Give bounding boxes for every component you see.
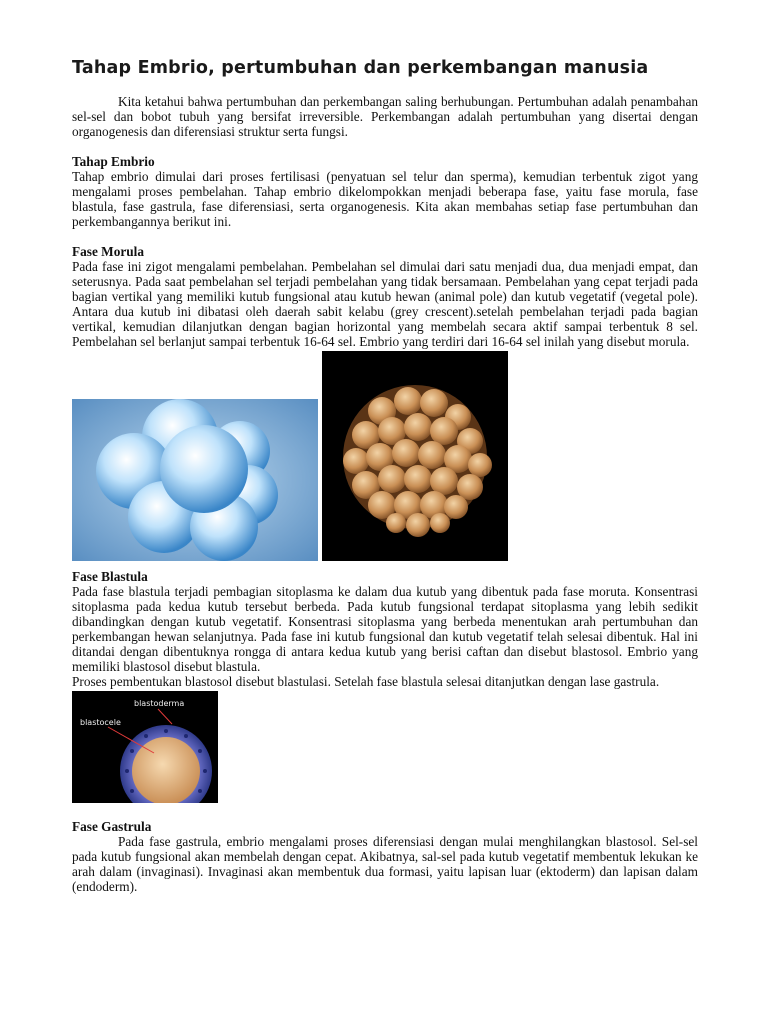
blastocele-label: blastocele bbox=[80, 718, 121, 727]
blastula-paragraph-2: Proses pembentukan blastosol disebut blastulasi. Setelah fase blastula selesai ditanjutkan dengan lase gastrula. bbox=[72, 674, 660, 689]
section-heading-morula: Fase Morula bbox=[72, 244, 145, 259]
morula-blue-cells-image bbox=[72, 399, 318, 561]
blastoderma-label: blastoderma bbox=[134, 699, 185, 708]
morula-images bbox=[72, 351, 698, 565]
blastula-diagram-image bbox=[72, 691, 218, 803]
embrio-paragraph: Tahap embrio dimulai dari proses fertilisasi (penyatuan sel telur dan sperma), kemudian terbentuk zigot yang mengalami proses pembelahan. Tahap embrio dikelompokkan menjadi beberapa fase, yaitu fase morula, fase blastula, fase gastrula, fase diferensiasi, serta organogenesis. Kita akan membahas setiap fase pertumbuhan dan perkembangannya berikut ini. bbox=[72, 169, 698, 229]
section-heading-gastrula: Fase Gastrula bbox=[72, 819, 152, 834]
document-page bbox=[72, 58, 698, 894]
intro-paragraph: Kita ketahui bahwa pertumbuhan dan perkembangan saling berhubungan. Pertumbuhan adalah penambahan sel-sel dan bobot tubuh yang bersifat irreversible. Perkembangan adalah pertumbuhan yang disertai dengan organogenesis dan diferensiasi struktur serta fungsi. bbox=[72, 94, 698, 139]
morula-paragraph: Pada fase ini zigot mengalami pembelahan. Pembelahan sel dimulai dari satu menjadi dua, dua menjadi empat, dan seterusnya. Pada saat pembelahan sel terjadi pembelahan yang tidak bersamaan. Pembelahan yang cepat terjadi pada bagian vertikal yang memiliki kutub fungsional atau kutub hewan (animal pole) dan kutub vegetatif (vegetal pole). Antara dua kutub ini dibatasi oleh daerah sabit kelabu (grey crescent).setelah pembelahan terjadi pada bagian vertikal, kemudian dilanjutkan dengan bagian horizontal yang membelah secara aktif sampai terbentuk 8 sel. Pembelahan sel berlanjut sampai terbentuk 16-64 sel. Embrio yang terdiri dari 16-64 sel inilah yang disebut morula. bbox=[72, 259, 698, 349]
section-heading-blastula: Fase Blastula bbox=[72, 569, 148, 584]
morula-brown-cells-image bbox=[322, 351, 508, 561]
section-heading-embrio: Tahap Embrio bbox=[72, 154, 155, 169]
blastula-paragraph-1: Pada fase blastula terjadi pembagian sitoplasma ke dalam dua kutub yang dibentuk pada fase moruta. Konsentrasi sitoplasma pada kedua kutub tersebut berbeda. Pada kutub fungsional terdapat sitoplasma yang lebih sedikit dibandingkan dengan kutub vegetatif. Konsentrasi sitoplasma yang berbeda menentukan arah pertumbuhan dan perkembangan hewan selanjutnya. Pada fase ini kutub fungsional dan kutub vegetatif telah selesai dibentuk. Hal ini ditandai dengan dibentuknya rongga di antara kedua kutub yang berisi caftan dan disebut blastosol. Embrio yang memiliki blastosol disebut blastula. bbox=[72, 584, 698, 674]
gastrula-paragraph: Pada fase gastrula, embrio mengalami proses diferensiasi dengan mulai menghilangkan blastosol. Sel-sel pada kutub fungsional akan membelah dengan cepat. Akibatnya, sal-sel pada kutub vegetatif membentuk lekukan ke arah dalam (invaginasi). Invaginasi akan membentuk dua formasi, yaitu lapisan luar (ektoderm) dan lapisan dalam (endoderm). bbox=[72, 834, 698, 894]
page-title: Tahap Embrio, pertumbuhan dan perkembangan manusia bbox=[72, 58, 649, 78]
